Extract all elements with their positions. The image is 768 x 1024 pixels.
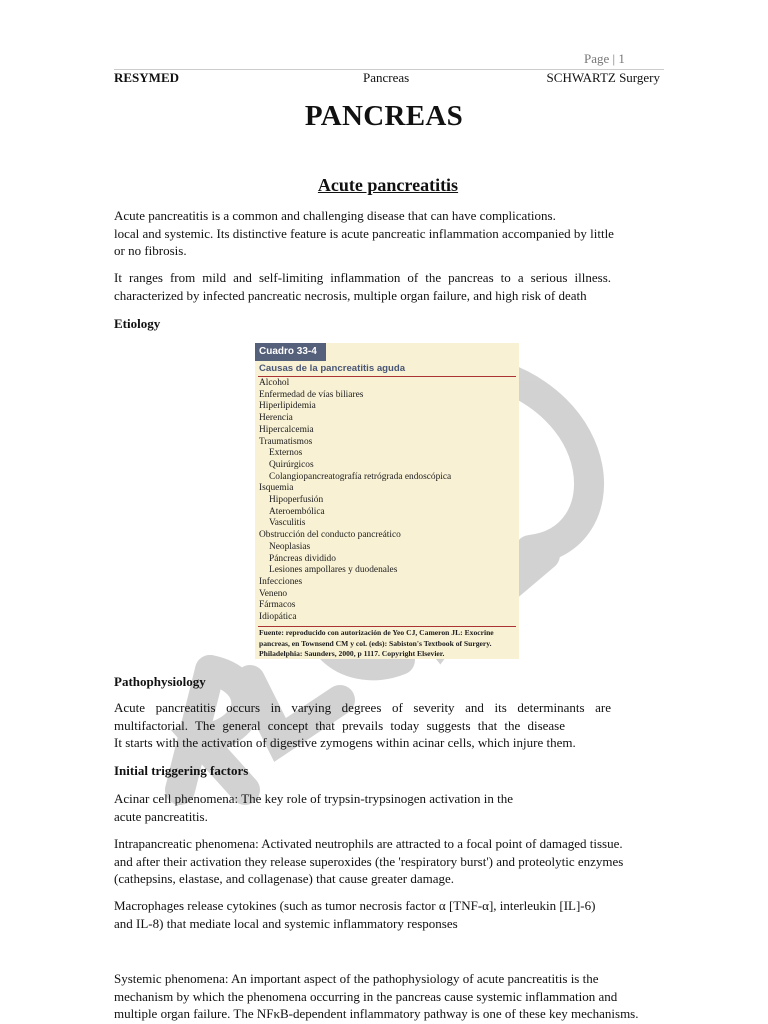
table-item: Neoplasias <box>269 541 311 552</box>
text-line: characterized by infected pancreatic necrosis, multiple organ failure, and high risk of death <box>114 287 587 303</box>
table-item: Isquemia <box>259 483 294 494</box>
text-line: It ranges from mild and self-limiting inflammation of the pancreas to a serious illness. <box>114 270 611 285</box>
header-center: Pancreas <box>363 70 410 85</box>
section-title: Acute pancreatitis <box>317 175 459 195</box>
text-line: multifactorial. The general concept that prevails today suggests that the disease <box>114 717 565 733</box>
page-number: Page | 1 <box>584 51 625 66</box>
table-item: Herencia <box>259 413 293 424</box>
pathophysiology-paragraph <box>114 699 611 752</box>
table-item: Fármacos <box>259 600 296 611</box>
table-item: Obstrucción del conducto pancreático <box>259 530 401 541</box>
text-line: It starts with the activation of digestive zymogens within acinar cells, which injure them. <box>114 735 576 750</box>
intro-paragraph-1 <box>114 207 662 260</box>
table-item: Alcohol <box>259 378 290 388</box>
intro-paragraph-2 <box>114 269 611 304</box>
running-header <box>114 70 660 86</box>
macrophages-paragraph <box>114 897 662 932</box>
table-rule <box>258 376 516 377</box>
table-item: Lesiones ampollares y duodenales <box>269 565 398 576</box>
source-line: Fuente: reproducido con autorización de Yeo CJ, Cameron JL: Exocrine <box>259 628 494 637</box>
table-item: Páncreas dividido <box>269 553 336 564</box>
table-item: Hiperlipidemia <box>259 401 316 412</box>
text-line: acute pancreatitis. <box>114 808 208 824</box>
table-item: Infecciones <box>259 576 303 587</box>
text-line: Macrophages release cytokines (such as tumor necrosis factor α [TNF-α], interleukin [IL]-6) <box>114 898 596 913</box>
table-source <box>259 628 515 660</box>
table-item: Hipercalcemia <box>259 424 314 435</box>
acinar-paragraph <box>114 790 611 825</box>
table-item: Ateroembólica <box>269 506 325 517</box>
intrapancreatic-paragraph <box>114 835 662 888</box>
text-line: Acute pancreatitis occurs in varying degrees of severity and its determinants are <box>114 700 611 715</box>
text-line: (cathepsins, elastase, and collagenase) that cause greater damage. <box>114 871 454 886</box>
text-line: Intrapancreatic phenomena: Activated neutrophils are attracted to a focal point of damaged tissue. <box>114 836 623 851</box>
source-line: pancreas, en Townsend CM y col. (eds): Sabiston's Textbook of Surgery. <box>259 638 492 648</box>
text-line: or no fibrosis. <box>114 243 187 258</box>
etiology-heading: Etiology <box>114 316 161 331</box>
text-line: multiple organ failure. The NFκB-dependent inflammatory pathway is one of these key mechanisms. <box>114 1006 639 1021</box>
header-left: RESYMED <box>114 70 180 85</box>
text-line: Acinar cell phenomena: The key role of trypsin-trypsinogen activation in the <box>114 791 514 806</box>
page-title: PANCREAS <box>304 100 464 132</box>
table-rule <box>258 626 516 627</box>
table-item-list <box>259 378 515 624</box>
table-item: Veneno <box>259 588 288 599</box>
table-item: Hipoperfusión <box>269 495 324 506</box>
text-line: and after their activation they release superoxides (the 'respiratory burst') and proteolytic enzymes <box>114 853 624 869</box>
table-item: Vasculitis <box>269 518 306 529</box>
triggering-heading: Initial triggering factors <box>114 763 249 778</box>
source-line: Philadelphia: Saunders, 2000, p 1117. Copyright Elsevier. <box>259 649 445 658</box>
text-line: mechanism by which the phenomena occurring in the pancreas cause systemic inflammation and <box>114 988 618 1004</box>
table-item: Traumatismos <box>259 436 313 447</box>
table-item: Quirúrgicos <box>269 459 314 470</box>
header-right: SCHWARTZ Surgery <box>546 70 660 85</box>
table-item: Externos <box>269 448 303 459</box>
table-item: Colangiopancreatografía retrógrada endoscópica <box>269 471 452 482</box>
text-line: and IL-8) that mediate local and systemic inflammatory responses <box>114 915 458 931</box>
table-item: Enfermedad de vías biliares <box>259 389 364 400</box>
text-line: Systemic phenomena: An important aspect of the pathophysiology of acute pancreatitis is the <box>114 971 599 986</box>
table-tag: Cuadro 33-4 <box>255 343 326 361</box>
table-item: Idiopática <box>259 612 297 623</box>
causes-table-figure <box>255 343 519 659</box>
text-line: Acute pancreatitis is a common and challenging disease that can have complications. <box>114 208 556 223</box>
text-line: local and systemic. Its distinctive feature is acute pancreatic inflammation accompanied by little <box>114 225 614 241</box>
table-title: Causas de la pancreatitis aguda <box>259 363 406 374</box>
pathophysiology-heading: Pathophysiology <box>114 674 206 689</box>
systemic-paragraph <box>114 970 662 1023</box>
